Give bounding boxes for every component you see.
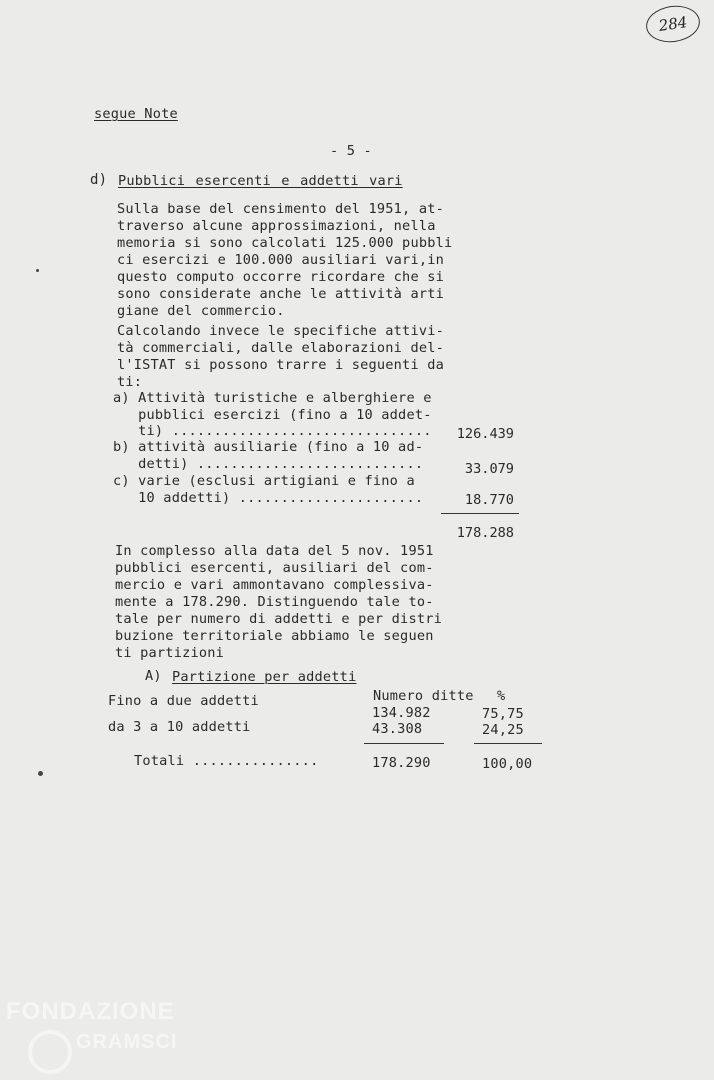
item-line: b) attività ausiliarie (fino a 10 ad-: [113, 439, 424, 455]
paragraph-line: mercio e vari ammontavano complessiva-: [115, 577, 434, 593]
total-label: Totali ...............: [134, 753, 319, 769]
paragraph-line: questo computo occorre ricordare che si: [117, 269, 444, 285]
item-line: detti) ...........................: [113, 456, 424, 472]
paragraph-line: mente a 178.290. Distinguendo tale to-: [115, 594, 434, 610]
table-row-pct: 75,75: [482, 706, 524, 722]
table-row-label: da 3 a 10 addetti: [108, 719, 251, 735]
total-number: 178.290: [372, 755, 431, 771]
item-line: a) Attività turistiche e alberghiere e: [113, 390, 432, 406]
scan-speck: [36, 269, 39, 272]
item-line: 10 addetti) ......................: [113, 490, 424, 506]
paragraph-line: In complesso alla data del 5 nov. 1951: [115, 543, 434, 559]
watermark-logo-sub: GRAMSCI: [76, 1031, 178, 1053]
total-rule-pct: [474, 743, 542, 744]
page-number: - 5 -: [330, 143, 372, 159]
table-row-number: 134.982: [372, 705, 431, 721]
archive-number-stamp: 284: [644, 2, 702, 45]
item-value: 33.079: [464, 461, 514, 477]
table-row-number: 43.308: [372, 721, 423, 737]
scan-speck: [38, 771, 43, 776]
item-line: pubblici esercizi (fino a 10 addet-: [113, 407, 432, 423]
section-title: Pubblici esercenti e addetti vari: [118, 173, 403, 189]
watermark-logo-mark: [28, 1030, 72, 1074]
sum-rule: [441, 513, 519, 514]
table-row-pct: 24,25: [482, 722, 524, 738]
column-header-number: Numero ditte: [373, 688, 474, 704]
item-line: c) varie (esclusi artigiani e fino a: [113, 473, 415, 489]
paragraph-line: pubblici esercenti, ausiliari del com-: [115, 560, 434, 576]
paragraph-line: l'ISTAT si possono trarre i seguenti da: [117, 357, 444, 373]
table-title-prefix: A): [145, 668, 162, 684]
items-total: 178.288: [456, 525, 514, 541]
paragraph-line: buzione territoriale abbiamo le seguen: [115, 628, 434, 644]
table-row-label: Fino a due addetti: [108, 693, 259, 709]
paragraph-line: Sulla base del censimento del 1951, at-: [117, 201, 444, 217]
table-title: Partizione per addetti: [172, 669, 357, 685]
column-header-pct: %: [497, 688, 506, 704]
paragraph-line: sono considerate anche le attività arti: [117, 286, 444, 302]
paragraph-line: tà commerciali, dalle elaborazioni del-: [117, 340, 444, 356]
item-value: 18.770: [464, 492, 514, 508]
paragraph-line: ti partizioni: [115, 645, 224, 661]
total-rule-number: [364, 743, 444, 744]
paragraph-line: tale per numero di addetti e per distri: [115, 611, 442, 627]
item-line: ti) ...............................: [113, 423, 432, 439]
paragraph-line: traverso alcune approssimazioni, nella: [117, 218, 436, 234]
paragraph-line: ti:: [117, 374, 143, 390]
paragraph-line: giane del commercio.: [117, 303, 285, 319]
watermark-logo: FONDAZIONE: [6, 998, 175, 1025]
item-value: 126.439: [456, 426, 514, 442]
paragraph-line: memoria si sono calcolati 125.000 pubbli: [117, 235, 453, 251]
paragraph-line: Calcolando invece le specifiche attivi-: [117, 323, 444, 339]
section-label: d): [90, 172, 108, 188]
header-note: segue Note: [94, 106, 178, 122]
paragraph-line: ci esercizi e 100.000 ausiliari vari,in: [117, 252, 444, 268]
total-pct: 100,00: [482, 756, 533, 772]
